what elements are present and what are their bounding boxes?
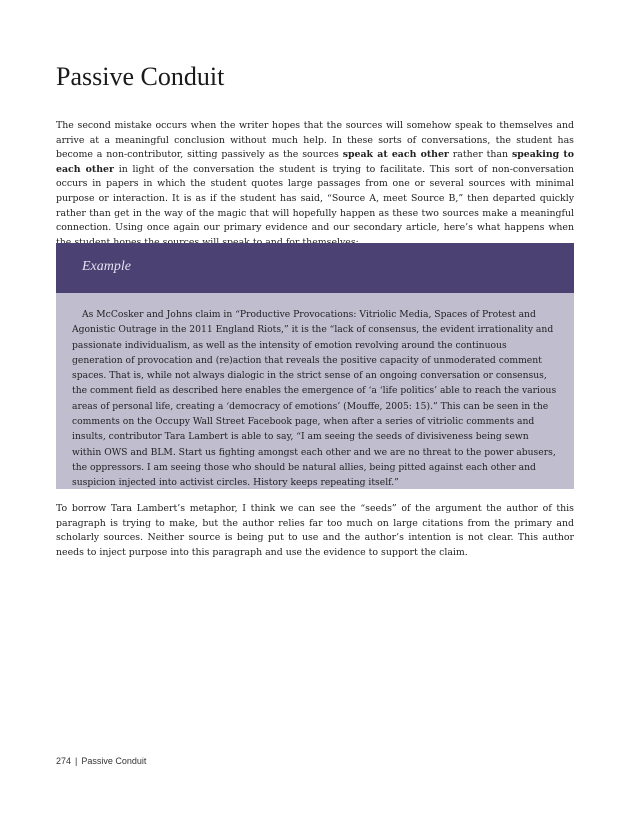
intro-bold-2: speaking to each other: [56, 149, 575, 175]
footer-separator: |: [75, 756, 78, 766]
conclusion-paragraph: To borrow Tara Lambert’s metaphor, I think we can see the “seeds” of the argument the author of this paragraph is trying to make, but the author relies far too much on large citations from the primary and scholarly sources. Neither source is being put to use and the author’s intention is not clear. This author needs to inject purpose into this paragraph and use the evidence to support the claim.: [56, 503, 574, 558]
intro-text-1: The second mistake occurs when the writer hopes that the sources will somehow speak to themselves and arrive at a meaningful conclusion without much help. In these sorts of conversations, the student has become a non-contributor, sitting passively as the sources: [56, 120, 574, 161]
intro-paragraph: [56, 119, 574, 250]
example-header: [56, 243, 574, 293]
intro-bold-1: speak at each other: [342, 149, 449, 161]
example-label: Example: [82, 259, 131, 274]
page-footer: [56, 756, 146, 766]
footer-section-title: Passive Conduit: [81, 756, 147, 766]
example-box: [56, 293, 574, 489]
page-title: Passive Conduit: [56, 62, 225, 91]
example-quote: As McCosker and Johns claim in “Productive Provocations: Vitriolic Media, Spaces of Protest and Agonistic Outrage in the 2011 England Riots,” it is the “lack of consensus, the evident irrationality and passionate individualism, as well as the intensity of emotion revolving around the continuous generation of provocation and (re)action that reveals the positive capacity of unmoderated comment spaces. That is, while not always dialogic in the strict sense of an ongoing conversation or consensus, the comment field as described here enables the emergence of ‘a ‘life politics’ able to reach the various areas of personal life, creating a ‘democracy of emotions’ (Mouffe, 2005: 15).” This can be seen in the comments on the Occupy Wall Street Facebook page, when after a series of vitriolic comments and insults, contributor Tara Lambert is able to say, “I am seeing the seeds of divisiveness being sewn within OWS and BLM. Start us fighting amongst each other and we are no threat to the power abusers, the oppressors. I am seeing those who should be natural allies, being pitted against each other and suspicion injected into activist circles. History keeps repeating itself.”: [72, 309, 557, 489]
intro-text-2: rather than: [448, 149, 512, 161]
page-number: 274: [56, 756, 72, 766]
intro-text-3: in light of the conversation the student is trying to facilitate. This sort of non-conversation occurs in papers in which the student quotes large passages from one or several sources with minimal purpose or interaction. It is as if the student has said, “Source A, meet Source B,” then departed quickly rather than get in the way of the magic that will hopefully happen as these two sources make a meaningful connection. Using once again our primary evidence and our secondary article, here’s what happens when: [56, 163, 574, 234]
